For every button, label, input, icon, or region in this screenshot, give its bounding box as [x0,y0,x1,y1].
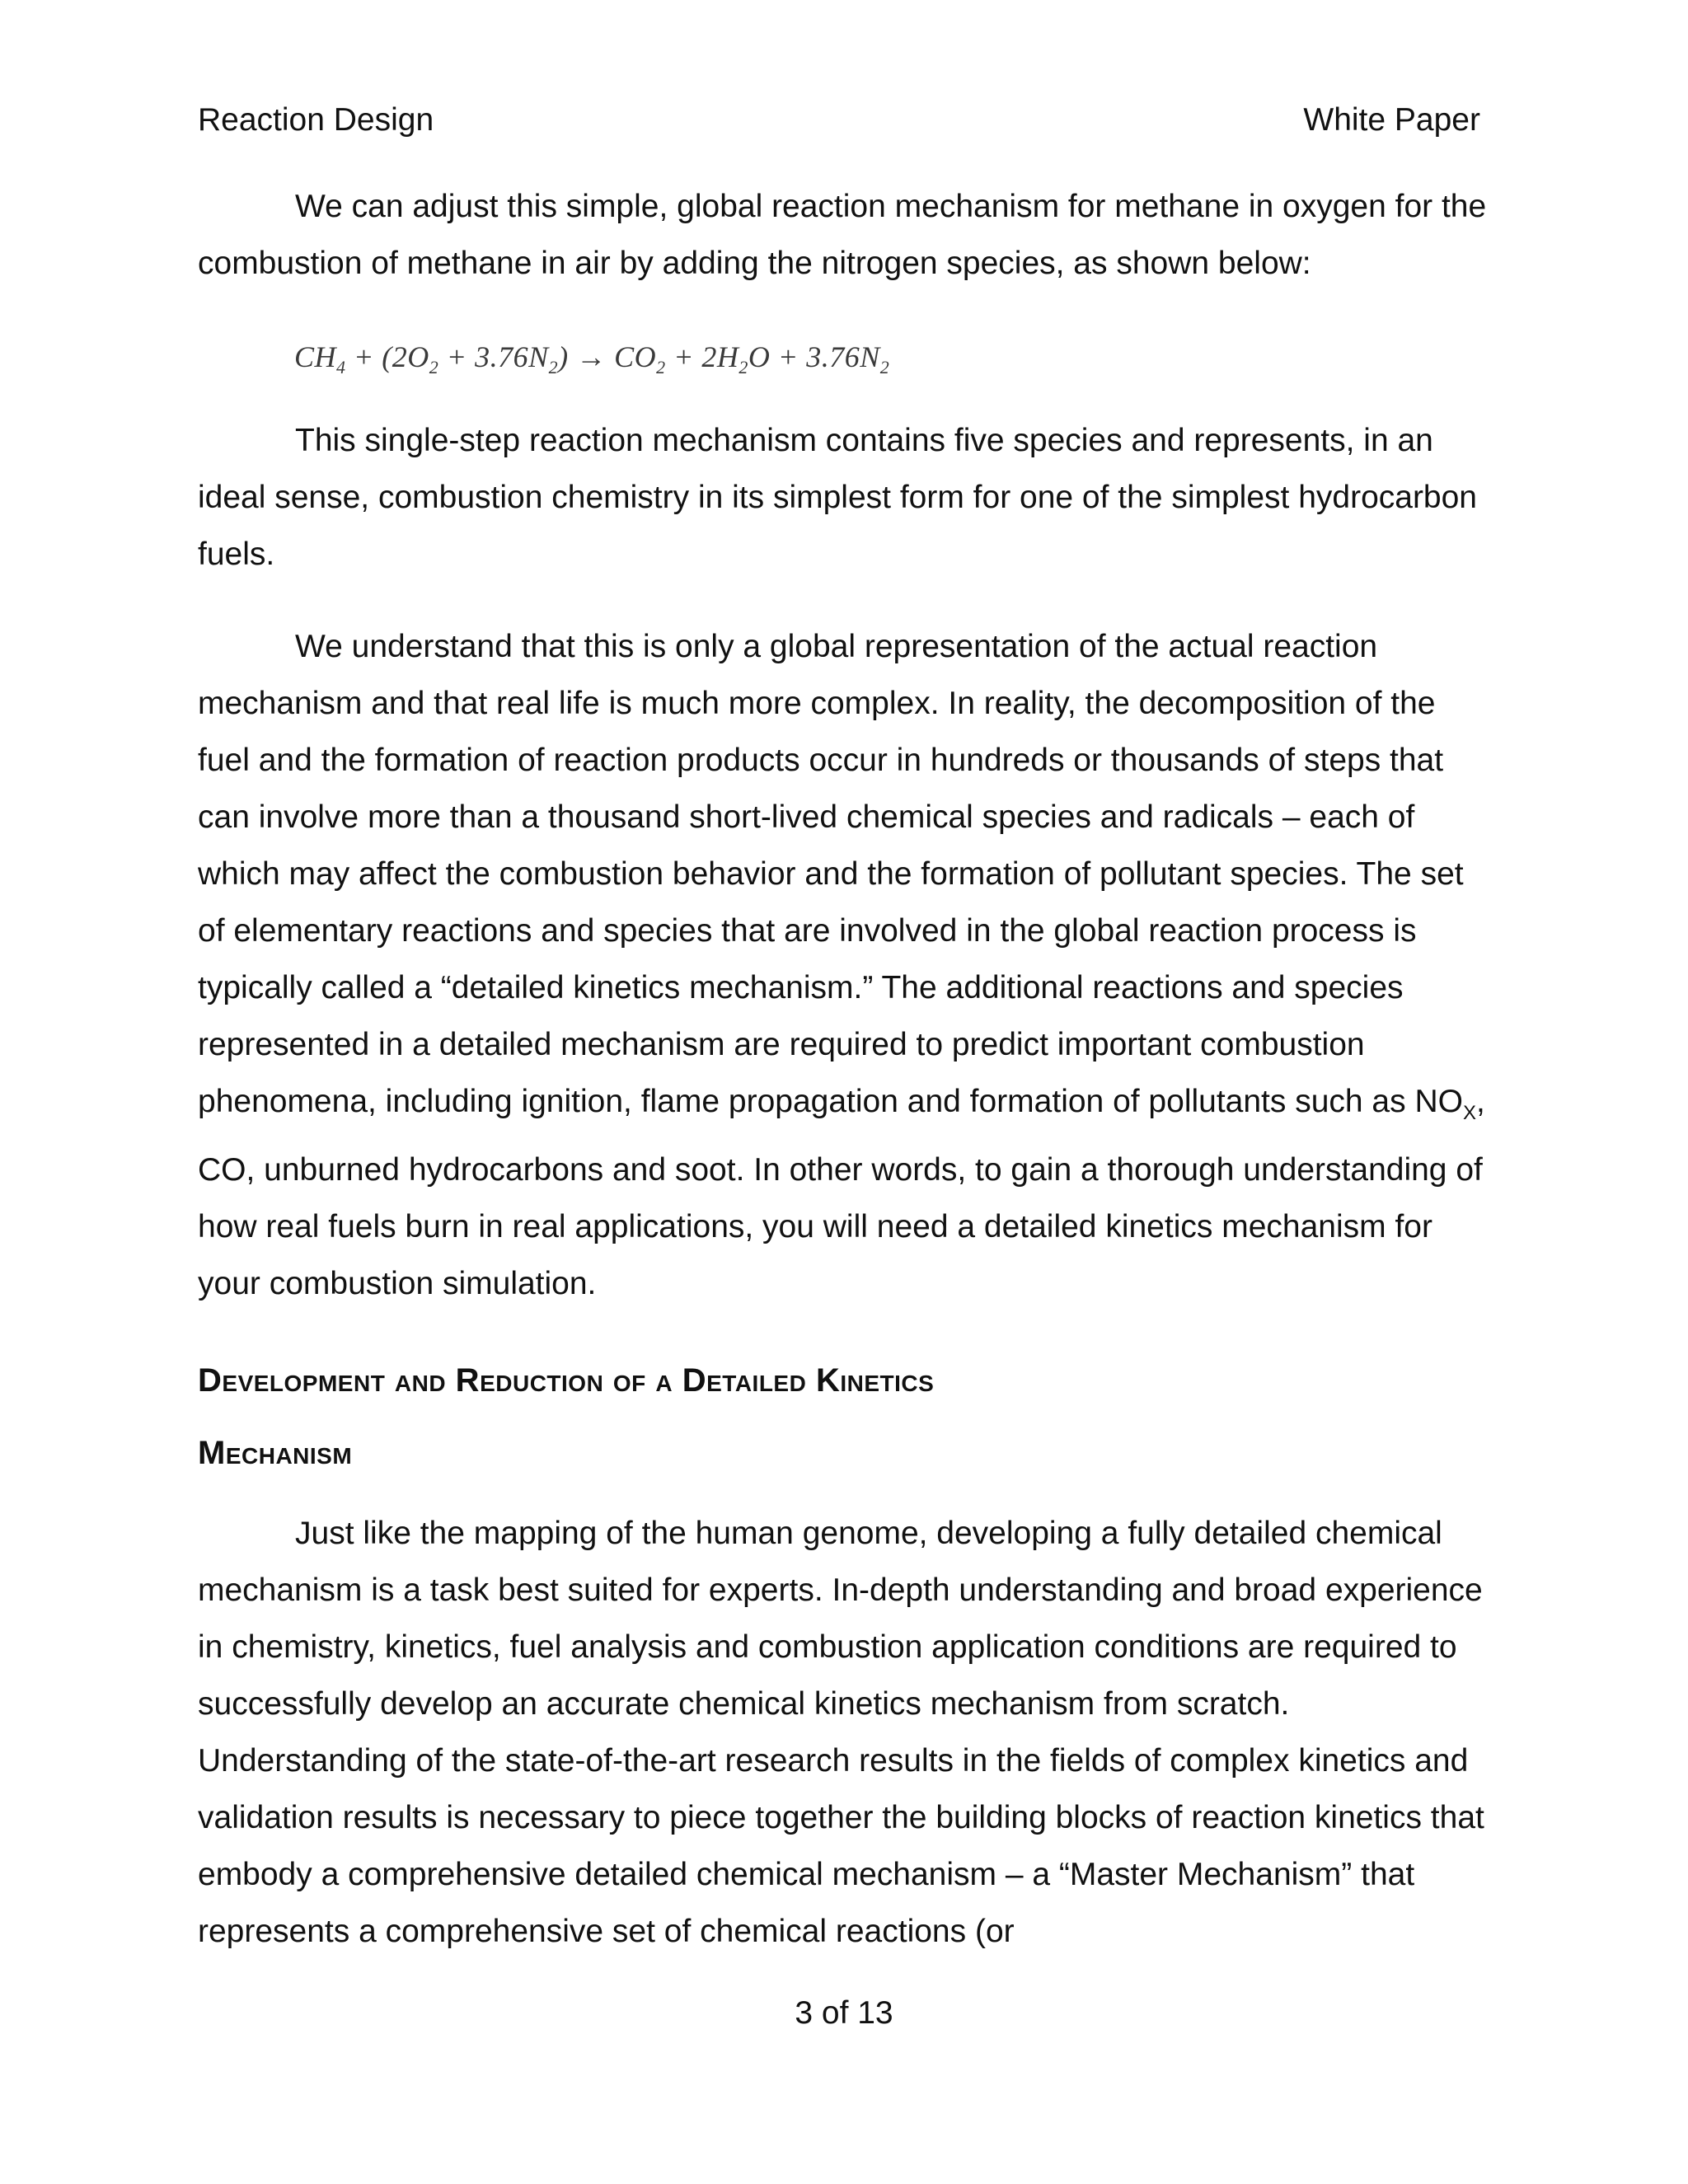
section-heading-line: Mechanism [198,1435,353,1471]
paragraph-text: This single-step reaction mechanism contains five species and represents, in an ideal sense, combustion chemistry in its simplest form for one of the simplest hydrocarbon fuels. [198,423,1478,572]
page-number: 3 of 13 [795,1995,893,2031]
paragraph-text: Just like the mapping of the human genome, developing a fully detailed chemical mechanism is a task best suited for experts. In-depth understanding and broad experience in chemistry, kinetics, fuel analysis and combustion application conditions are required to successfully develop an accurate chemical kinetics mechanism from scratch. Understanding of the state-of-the-art research results in the fields of complex kinetics and validation results is necessary to piece together the building blocks of reaction kinetics that embody a comprehensive detailed chemical mechanism – a “Master Mechanism” that represents a comprehensive set of chemical reactions (or [198,1516,1484,1949]
equation-term: CH [294,340,337,373]
equation-subscript: 2 [738,357,748,378]
section-heading-line: Development and Reduction of a Detailed Kinetics [198,1362,935,1399]
header-company: Reaction Design [198,102,434,138]
equation-term: + (2O [345,340,429,373]
paragraph-text-part: , CO, unburned hydrocarbons and soot. In other words, to gain a thorough understanding of how real fuels burn in real applications, you will need a detailed kinetics mechanism for your combustion simulation. [198,1084,1485,1301]
equation-subscript: 2 [656,357,666,378]
equation-subscript: 2 [548,357,559,378]
section-heading [198,1352,1490,1482]
equation-term: O + 3.76N [748,340,880,373]
equation-term: + 2H [665,340,739,373]
reaction-equation [294,336,889,388]
nox-subscript: X [1462,1101,1476,1124]
paragraph-text: We can adjust this simple, global reaction mechanism for methane in oxygen for the combustion of methane in air by adding the nitrogen species, as shown below: [198,189,1487,281]
paragraph-text [198,618,1490,1312]
equation-subscript: 2 [429,357,439,378]
paragraph-intro [198,178,1490,292]
paragraph-single-step [198,412,1490,583]
equation-subscript: 4 [336,357,346,378]
equation-term: + 3.76N [438,340,549,373]
equation-subscript: 2 [879,357,890,378]
paragraph-text-part: We understand that this is only a global representation of the actual reaction mechanism and that real life is much more complex. In reality, the decomposition of the fuel and the formation of reaction products occur in hundreds or thousands of steps that can involve more than a thousand short-lived chemical species and radicals – each of which may affect the combustion behavior and the formation of pollutant species. The set of elementary reactions and species that are involved in the global reaction process is typically called a “detailed kinetics mechanism.” The additional reactions and species represented in a detailed mechanism are required to predict important combustion phenomena, including ignition, flame propagation and formation of pollutants such as NO [198,629,1464,1119]
paragraph-genome-analogy [198,1505,1490,1960]
header-doc-type: White Paper [1303,102,1480,138]
paragraph-global-representation [198,618,1490,1312]
equation-term: ) → CO [558,340,657,373]
